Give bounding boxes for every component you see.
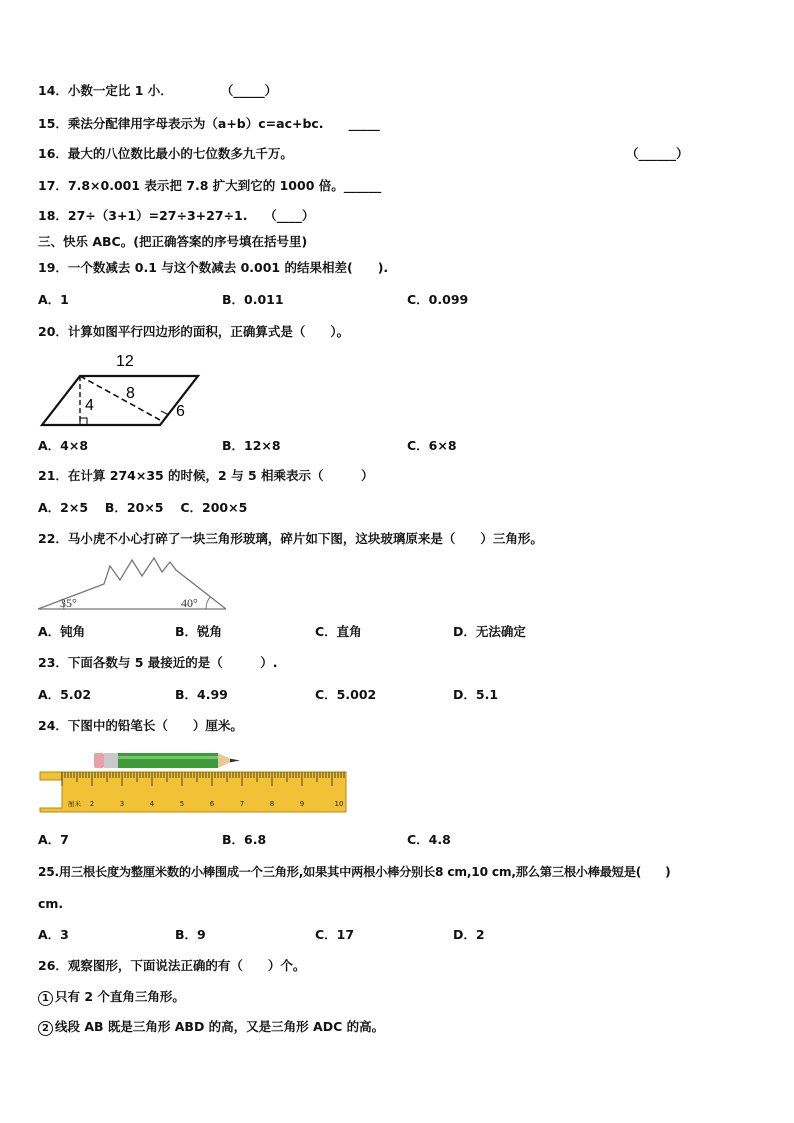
q22-option-b: B．锐角 [175, 624, 223, 639]
ruler-unit-label: 厘米 [68, 800, 81, 808]
circled-number-2: 2 [38, 1021, 53, 1036]
q26-statement-1-text: 只有 2 个直角三角形。 [55, 989, 185, 1004]
ruler-tick-10: 10 [334, 800, 344, 808]
q25-option-b: B．9 [175, 927, 206, 942]
circled-number-1: 1 [38, 991, 53, 1006]
label-8: 8 [126, 385, 135, 402]
ruler-tick-7: 7 [239, 800, 245, 808]
q19-option-b: B．0.011 [222, 292, 284, 307]
q20-option-b: B．12×8 [222, 438, 281, 453]
ruler-tick-6: 6 [209, 800, 215, 808]
broken-glass-figure [36, 556, 228, 612]
question-23: 23．下面各数与 5 最接近的是（ ）. [38, 655, 278, 670]
q26-statement-1 [38, 989, 185, 1006]
question-21: 21．在计算 274×35 的时候，2 与 5 相乘表示（ ） [38, 468, 374, 483]
q19-option-c: C．0.099 [407, 292, 469, 307]
question-15: 15．乘法分配律用字母表示为（a+b）c=ac+bc. _____ [38, 116, 380, 131]
q25-option-d: D．2 [453, 927, 485, 942]
question-16: 16．最大的八位数比最小的七位数多九千万。 [38, 146, 293, 161]
q25-option-c: C．17 [315, 927, 355, 942]
question-16-blank: （______） [626, 146, 689, 161]
q23-option-d: D．5.1 [453, 687, 499, 702]
question-14: 14．小数一定比 1 小． （_____） [38, 83, 278, 98]
pencil-ruler-figure [38, 750, 350, 816]
question-18: 18．27÷（3+1）=27÷3+27÷1. （____） [38, 208, 315, 223]
q24-option-a: A．7 [38, 832, 69, 847]
q26-statement-2 [38, 1019, 384, 1036]
ruler-tick-2: 2 [89, 800, 95, 808]
q20-option-a: A．4×8 [38, 438, 89, 453]
q23-option-b: B．4.99 [175, 687, 228, 702]
q26-statement-2-text: 线段 AB 既是三角形 ABD 的高，又是三角形 ADC 的高。 [55, 1019, 385, 1034]
parallelogram-figure [38, 348, 208, 430]
section-3-heading: 三、快乐 ABC。(把正确答案的序号填在括号里) [38, 234, 308, 249]
ruler-tick-8: 8 [269, 800, 275, 808]
pencil-icon [94, 753, 240, 768]
q25-option-a: A．3 [38, 927, 69, 942]
q22-option-d: D．无法确定 [453, 624, 526, 639]
q22-option-a: A．钝角 [38, 624, 86, 639]
question-19: 19．一个数减去 0.1 与这个数减去 0.001 的结果相差( ). [38, 260, 389, 275]
ruler-icon [40, 772, 346, 812]
label-4: 4 [85, 397, 94, 414]
ruler-tick-9: 9 [299, 800, 305, 808]
angle-35-label: 35° [60, 596, 77, 610]
label-6: 6 [176, 403, 185, 420]
q23-option-c: C．5.002 [315, 687, 377, 702]
question-25-line-2: cm. [38, 896, 64, 911]
question-24: 24．下图中的铅笔长（ ）厘米。 [38, 718, 243, 733]
ruler-tick-4: 4 [149, 800, 155, 808]
question-22: 22．马小虎不小心打碎了一块三角形玻璃，碎片如下图，这块玻璃原来是（ ）三角形。 [38, 531, 543, 546]
q24-option-b: B．6.8 [222, 832, 267, 847]
question-20: 20．计算如图平行四边形的面积，正确算式是（ ）。 [38, 324, 350, 339]
q20-option-c: C．6×8 [407, 438, 457, 453]
label-12: 12 [116, 353, 134, 370]
question-26: 26．观察图形，下面说法正确的有（ ）个。 [38, 958, 306, 973]
angle-40-label: 40° [181, 596, 198, 610]
q19-option-a: A．1 [38, 292, 69, 307]
question-17: 17．7.8×0.001 表示把 7.8 扩大到它的 1000 倍。______ [38, 178, 382, 193]
q24-option-c: C．4.8 [407, 832, 451, 847]
question-25-line-1: 25.用三根长度为整厘米数的小棒围成一个三角形,如果其中两根小棒分别长8 cm,10 cm,那么第三根小棒最短是( ) [38, 865, 671, 879]
q22-option-c: C．直角 [315, 624, 362, 639]
ruler-tick-5: 5 [179, 800, 185, 808]
q21-options: A．2×5 B．20×5 C．200×5 [38, 500, 248, 515]
ruler-tick-3: 3 [119, 800, 125, 808]
q23-option-a: A．5.02 [38, 687, 92, 702]
